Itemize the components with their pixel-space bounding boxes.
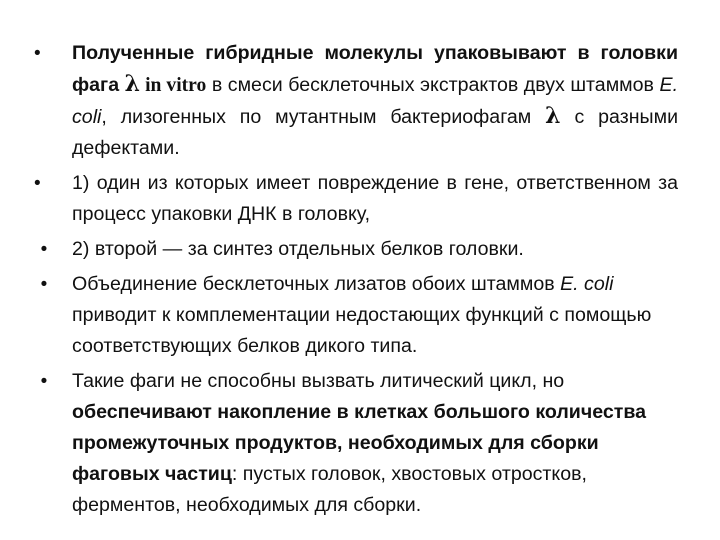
bullet-marker-icon: • [34,173,41,194]
lambda-symbol: λ [124,71,141,97]
bullet-item-3 [34,234,678,265]
lambda-symbol: λ [545,103,561,129]
bullet-text [72,238,524,260]
text-segment: E. coli [72,74,679,128]
bullet-marker-icon: • [34,43,41,64]
text-segment: Объединение бесклеточных лизатов обоих штаммов [72,273,561,295]
text-segment: 1) один из которых имеет повреждение в гене, ответственном за процесс упаковки ДНК в головку, [72,172,678,225]
text-segment: Такие фаги не способны вызвать литический цикл, но [72,370,565,392]
bullet-item-4 [34,269,678,362]
text-segment: : пустых головок, хвостовых отростков, ферментов, необходимых для сборки. [72,463,587,516]
bullet-marker-icon: • [40,371,48,392]
bullet-item-1 [34,38,678,164]
text-segment: in vitro [140,75,207,96]
text-segment: 2) второй — за синтез отдельных белков головки. [72,238,524,260]
text-segment: в смеси бесклеточных экстрактов двух штаммов [206,74,660,96]
text-segment: E. coli [560,273,614,295]
text-segment: приводит к комплементации недостающих функций с помощью соответствующих белков дикого типа. [72,304,652,357]
bullet-item-2 [34,168,678,230]
text-segment: Полученные гибридные молекулы упаковывают в головки фага [72,42,678,96]
bullet-item-5 [34,366,678,521]
text-segment: с разными дефектами. [72,106,679,159]
bullet-text [72,370,646,516]
bullet-text [72,273,651,357]
bullet-marker-icon: • [40,239,48,260]
text-segment: , лизогенных по мутантным бактериофагам [101,106,546,128]
bullet-list [34,38,678,521]
bullet-text [72,42,678,159]
bullet-marker-icon: • [40,274,48,295]
text-segment: обеспечивают накопление в клетках большого количества промежуточных продуктов, необходимых для сборки фаговых частиц [72,401,647,485]
bullet-text [72,172,678,225]
